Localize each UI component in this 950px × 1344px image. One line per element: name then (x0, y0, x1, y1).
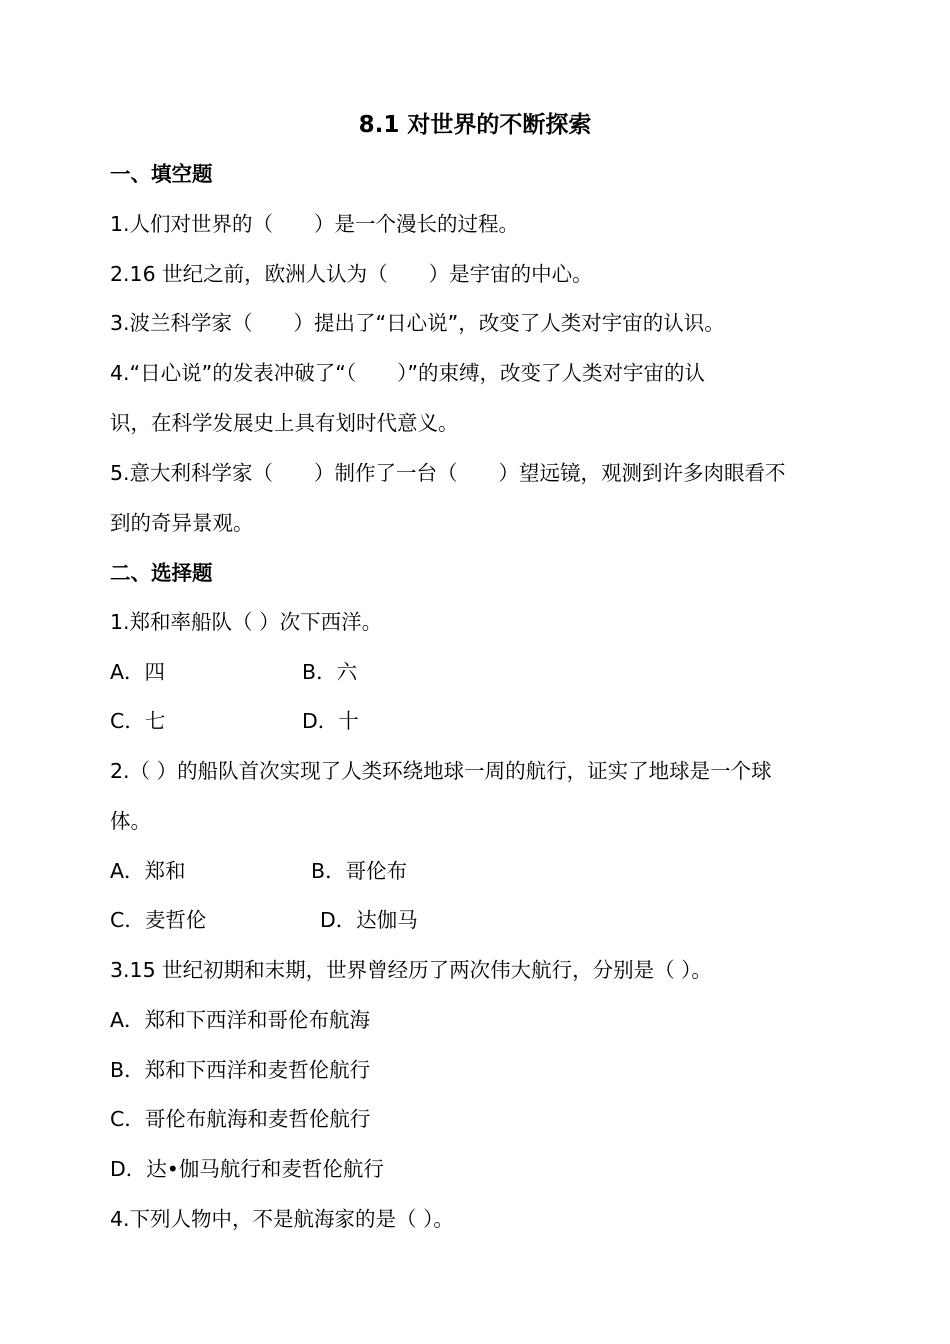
choice-question-1-option-c: C．七 (110, 709, 166, 733)
choice-question-1-option-b: B．六 (302, 660, 358, 684)
choice-question-1-option-a: A．四 (110, 660, 166, 684)
fill-question-5-line-2: 到的奇异景观。 (110, 511, 254, 535)
fill-question-1: 1.人们对世界的（ ）是一个漫长的过程。 (110, 212, 520, 236)
choice-question-3-option-b: B．郑和下西洋和麦哲伦航行 (110, 1058, 371, 1082)
fill-question-4-line-1: 4.“日心说”的发表冲破了“（ ）”的束缚，改变了人类对宇宙的认 (110, 361, 706, 385)
choice-question-3-option-d: D．达•伽马航行和麦哲伦航行 (110, 1157, 384, 1181)
section-heading-choice: 二、选择题 (110, 561, 213, 585)
choice-question-2-option-a: A．郑和 (110, 859, 186, 883)
choice-question-2-stem-line-2: 体。 (110, 809, 151, 833)
fill-question-2: 2.16 世纪之前，欧洲人认为（ ）是宇宙的中心。 (110, 262, 593, 286)
choice-question-4-stem: 4.下列人物中，不是航海家的是（ ）。 (110, 1207, 454, 1231)
choice-question-3-stem: 3.15 世纪初期和末期，世界曾经历了两次伟大航行，分别是（ ）。 (110, 958, 712, 982)
choice-question-2-option-b: B．哥伦布 (311, 859, 408, 883)
page-title: 8.1 对世界的不断探索 (358, 112, 592, 138)
choice-question-2-stem-line-1: 2.（ ）的船队首次实现了人类环绕地球一周的航行，证实了地球是一个球 (110, 759, 772, 783)
choice-question-3-option-a: A．郑和下西洋和哥伦布航海 (110, 1008, 371, 1032)
fill-question-5-line-1: 5.意大利科学家（ ）制作了一台（ ）望远镜，观测到许多肉眼看不 (110, 461, 786, 485)
fill-question-4-line-2: 识，在科学发展史上具有划时代意义。 (110, 411, 459, 435)
choice-question-2-option-d: D．达伽马 (320, 908, 418, 932)
choice-question-3-option-c: C．哥伦布航海和麦哲伦航行 (110, 1107, 371, 1131)
choice-question-1-stem: 1.郑和率船队（ ）次下西洋。 (110, 610, 383, 634)
fill-question-3: 3.波兰科学家（ ）提出了“日心说”，改变了人类对宇宙的认识。 (110, 311, 725, 335)
section-heading-fill-in: 一、填空题 (110, 162, 213, 186)
choice-question-1-option-d: D．十 (302, 709, 359, 733)
choice-question-2-option-c: C．麦哲伦 (110, 908, 207, 932)
